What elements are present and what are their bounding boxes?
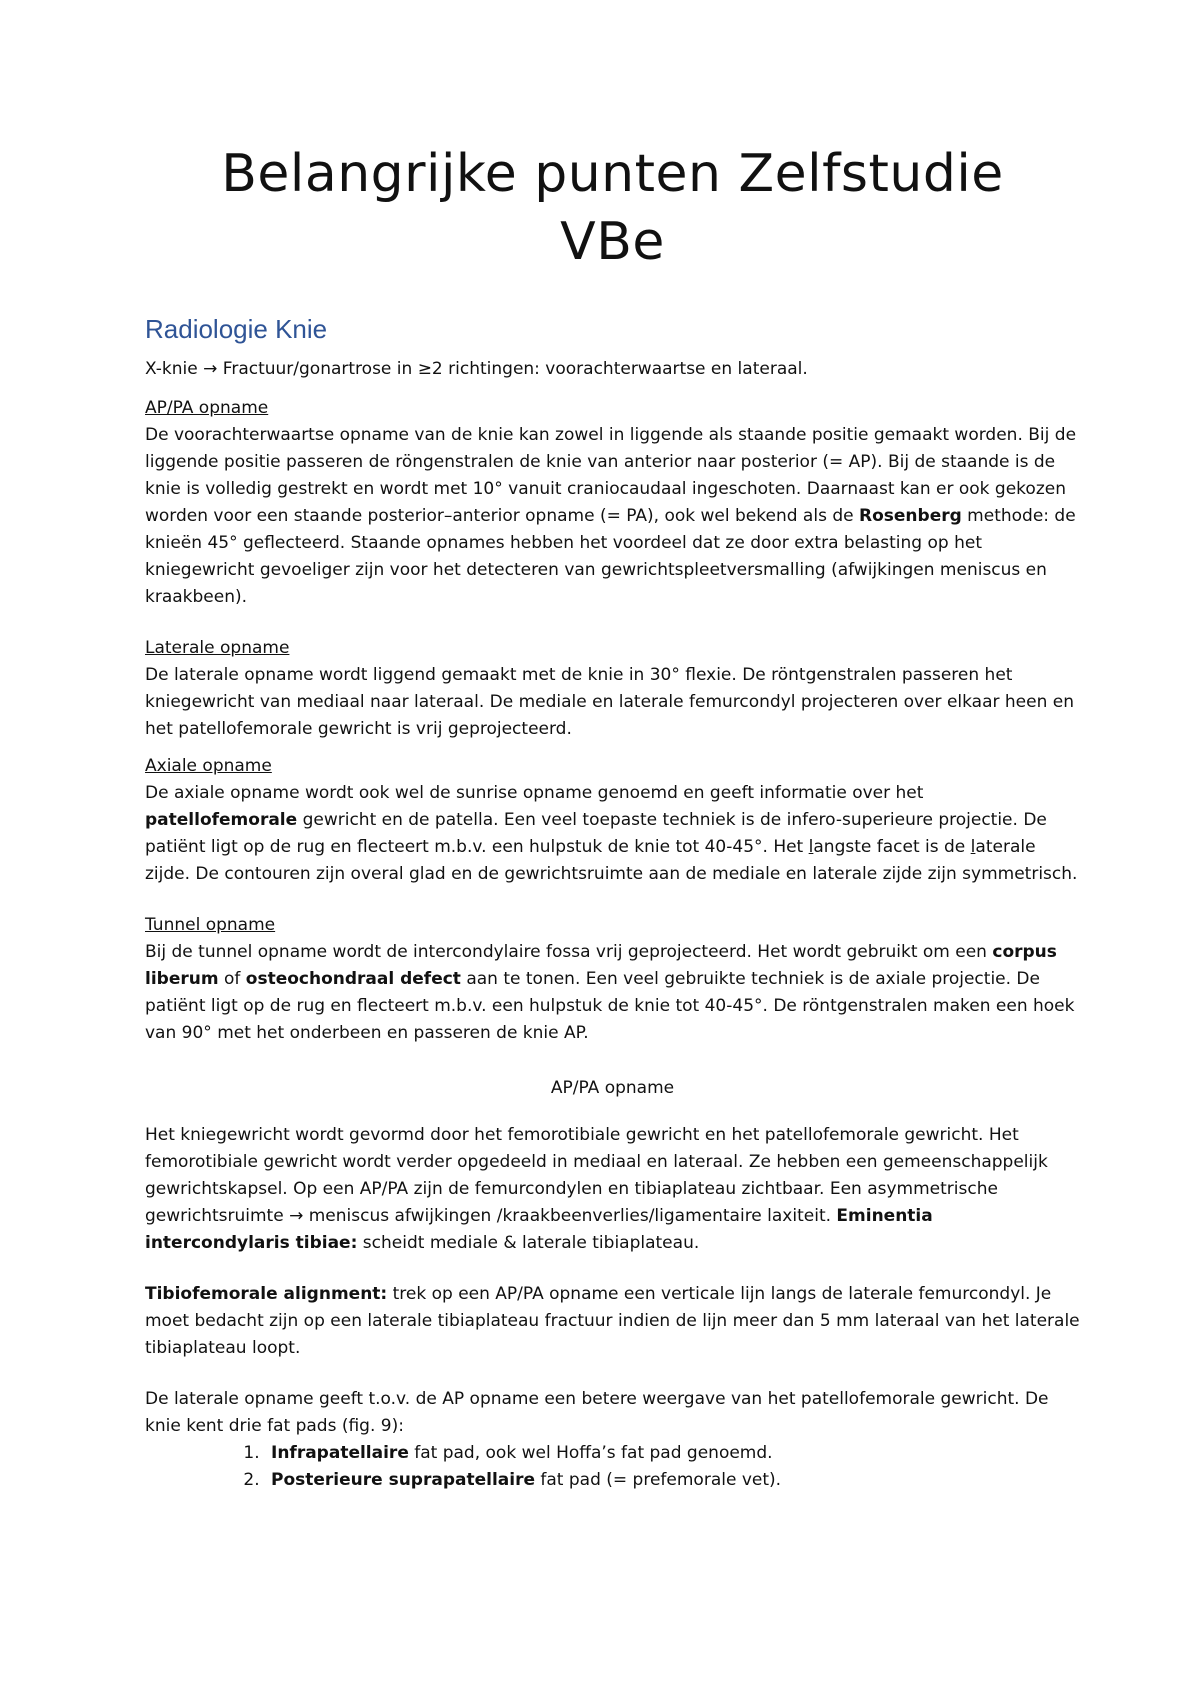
title-line-1: Belangrijke punten Zelfstudie	[221, 144, 1004, 204]
tunnel-text: Bij de tunnel opname wordt de intercondylaire fossa vrij geprojecteerd. Het wordt gebruikt om een corpus liberum of osteochondraal defect aan te tonen. Een veel gebruikte techniek is de axiale projectie. De patiënt ligt op de rug en flecteert m.b.v. een hulpstuk de knie tot 40-45°. De röntgenstralen maken een hoek van 90° met het onderbeen en passeren de knie AP.	[145, 942, 1075, 1043]
subheading-tunnel: Tunnel opname	[145, 915, 276, 935]
paragraph-fat-pads: De laterale opname geeft t.o.v. de AP opname een betere weergave van het patellofemorale gewricht. De knie kent drie fat pads (fig. 9):	[145, 1389, 1049, 1436]
centered-label: AP/PA opname	[550, 1078, 675, 1098]
subheading-lateral: Laterale opname	[145, 638, 290, 658]
axial-text: De axiale opname wordt ook wel de sunrise opname genoemd en geeft informatie over het patellofemorale gewricht en de patella. Een veel toepaste techniek is de infero-superieure projectie. De patiënt ligt op de rug en flecteert m.b.v. een hulpstuk de knie tot 40-45°. Het langste facet is de laterale zijde. De contouren zijn overal glad en de gewrichtsruimte aan de mediale en laterale zijde zijn symmetrisch.	[145, 783, 1078, 884]
section-heading: Radiologie Knie	[145, 314, 328, 344]
lateral-text: De laterale opname wordt liggend gemaakt met de knie in 30° flexie. De röntgenstralen passeren het kniegewricht van mediaal naar lateraal. De mediale en laterale femurcondyl projecteren over elkaar heen en het patellofemorale gewricht is vrij geprojecteerd.	[145, 665, 1074, 739]
fat-pad-list	[145, 1440, 1080, 1494]
ap-pa-text: De voorachterwaartse opname van de knie kan zowel in liggende als staande positie gemaakt worden. Bij de liggende positie passeren de röngenstralen de knie van anterior naar posterior (= AP). Bij de staande is de knie is volledig gestrekt en wordt met 10° vanuit craniocaudaal ingeschoten. Daarnaast kan er ook gekozen worden voor een staande posterior–anterior opname (= PA), ook wel bekend als de Rosenberg methode: de knieën 45° geflecteerd. Staande opnames hebben het voordeel dat ze door extra belasting op het kniegewricht gevoeliger zijn voor het detecteren van gewrichtspleetversmalling (afwijkingen meniscus en kraakbeen).	[145, 425, 1077, 607]
section-tunnel	[145, 912, 1080, 1047]
subheading-ap-pa: AP/PA opname	[145, 398, 269, 418]
paragraph-alignment: Tibiofemorale alignment: trek op een AP/PA opname een verticale lijn langs de laterale femurcondyl. Je moet bedacht zijn op een laterale tibiaplateau fractuur indien de lijn meer dan 5 mm lateraal van het laterale tibiaplateau loopt.	[145, 1284, 1080, 1358]
subheading-axial: Axiale opname	[145, 756, 272, 776]
list-item: 2. Posterieure suprapatellaire fat pad (= prefemorale vet).	[265, 1467, 1080, 1494]
intro-line: X-knie → Fractuur/gonartrose in ≥2 richtingen: voorachterwaartse en lateraal.	[145, 359, 808, 379]
document-title	[145, 140, 1080, 276]
section-lateral	[145, 635, 1080, 743]
paragraph-kniegewricht: Het kniegewricht wordt gevormd door het femorotibiale gewricht en het patellofemorale gewricht. Het femorotibiale gewricht wordt verder opgedeeld in mediaal en lateraal. Ze hebben een gemeenschappelijk gewrichtskapsel. Op een AP/PA zijn de femurcondylen en tibiaplateau zichtbaar. Een asymmetrische gewrichtsruimte → meniscus afwijkingen /kraakbeenverlies/ligamentaire laxiteit. Eminentia intercondylaris tibiae: scheidt mediale & laterale tibiaplateau.	[145, 1125, 1048, 1253]
list-item: 1. Infrapatellaire fat pad, ook wel Hoffa’s fat pad genoemd.	[265, 1440, 1080, 1467]
section-axial	[145, 753, 1080, 888]
section-ap-pa	[145, 395, 1080, 611]
title-line-2: VBe	[560, 212, 665, 272]
